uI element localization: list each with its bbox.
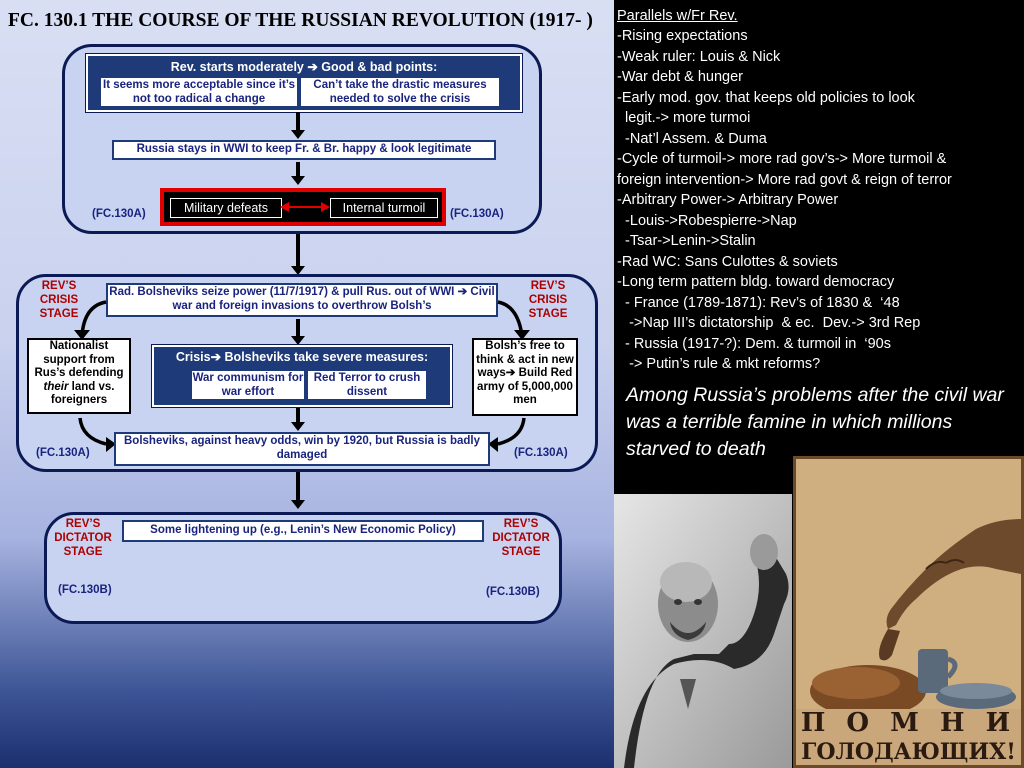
arrow-stem	[296, 319, 300, 337]
down-arrow	[291, 130, 305, 139]
fc130a-ref-left-2: (FC.130A)	[36, 447, 90, 459]
parallel-line: - Russia (1917-?): Dem. & turmoil in ‘90s	[617, 335, 891, 352]
arrow-stem	[296, 112, 300, 132]
nationalist-text-pre: Nationalist support from Rus’s defending	[34, 340, 124, 379]
bolsheviks-win-box: Bolsheviks, against heavy odds, win by 1920, but Russia is badly damaged	[114, 432, 490, 466]
military-defeats-label: Military defeats	[170, 198, 282, 218]
parallel-line: -Long term pattern bldg. toward democracy	[617, 274, 895, 290]
parallel-line: - France (1789-1871): Rev’s of 1830 & ‘48	[617, 294, 900, 311]
down-arrow	[291, 422, 305, 431]
war-communism-box: War communism for war effort	[190, 369, 306, 401]
parallel-line: -Weak ruler: Louis & Nick	[617, 48, 781, 65]
arrow-stem	[296, 234, 300, 268]
poster-caption-1: П О М Н И	[800, 708, 1017, 738]
parallel-line: foreign intervention-> More rad govt & reign of terror	[617, 171, 952, 188]
parallel-line: -Rad WC: Sans Culottes & soviets	[617, 253, 838, 270]
famine-note: Among Russia’s problems after the civil war was a terrible famine in which millions starved to death	[626, 384, 1004, 460]
fc130a-ref-right-2: (FC.130A)	[514, 447, 568, 459]
fc130b-ref-left: (FC.130B)	[58, 584, 112, 596]
bad-point-box: Can’t take the drastic measures needed to solve the crisis	[299, 76, 501, 108]
parallel-line: -Cycle of turmoil-> more rad gov’s-> More turmoil &	[617, 151, 947, 167]
poster-illustration	[796, 459, 1021, 709]
down-arrow	[291, 336, 305, 345]
arrow-stem	[296, 472, 300, 502]
page-title: FC. 130.1 THE COURSE OF THE RUSSIAN REVOLUTION (1917- )	[8, 10, 593, 31]
parallel-line: -Tsar->Lenin->Stalin	[617, 233, 756, 249]
nationalist-text-post: land vs. foreigners	[50, 380, 115, 406]
dictator-stage-label-left: REV’S DICTATOR STAGE	[54, 518, 112, 558]
good-point-box: It seems more acceptable since it’s not too radical a change	[99, 76, 299, 108]
down-arrow	[291, 176, 305, 185]
moderate-start-header: Rev. starts moderately ➔ Good & bad points:	[170, 60, 438, 74]
wwi-box: Russia stays in WWI to keep Fr. & Br. happy & look legitimate	[112, 140, 496, 160]
double-arrow	[280, 200, 330, 214]
crisis-measures-header: Crisis➔ Bolsheviks take severe measures:	[175, 350, 429, 364]
parallel-line: -> Putin’s rule & mkt reforms?	[617, 356, 821, 372]
nationalist-support-box	[27, 338, 131, 414]
parallels-heading: Parallels w/Fr Rev.	[617, 8, 738, 24]
dictator-stage-label-right: REV’S DICTATOR STAGE	[492, 518, 550, 558]
fc130a-ref-right: (FC.130A)	[450, 208, 504, 220]
nep-box: Some lightening up (e.g., Lenin’s New Economic Policy)	[122, 520, 484, 542]
parallel-line: legit.-> more turmoi	[617, 110, 751, 126]
fc130a-ref-left: (FC.130A)	[92, 208, 146, 220]
internal-turmoil-label: Internal turmoil	[330, 198, 438, 218]
crisis-stage-label-right: REV’S CRISIS STAGE	[528, 280, 568, 320]
parallel-line: -Arbitrary Power-> Arbitrary Power	[617, 192, 839, 208]
parallel-line: -Rising expectations	[617, 28, 748, 44]
parallel-line: -Early mod. gov. that keeps old policies to look	[617, 89, 915, 106]
lenin-photo	[614, 494, 792, 768]
bolsheviks-seize-box: Rad. Bolsheviks seize power (11/7/1917) & pull Rus. out of WWI ➔ Civil war and foreign invasions to overthrow Bolsh’s	[106, 283, 498, 317]
parallel-line: -Louis->Robespierre->Nap	[617, 212, 797, 229]
parallel-line: -War debt & hunger	[617, 69, 743, 85]
poster-caption-2: ГОЛОДАЮЩИХ!	[801, 739, 1016, 765]
parallel-line: ->Nap III’s dictatorship & ec. Dev.-> 3rd Rep	[617, 315, 921, 331]
parallel-line: -Nat’l Assem. & Duma	[617, 130, 767, 147]
famine-poster	[793, 456, 1024, 768]
fc130b-ref-right: (FC.130B)	[486, 586, 540, 598]
crisis-stage-label-left: REV’S CRISIS STAGE	[39, 280, 79, 320]
down-arrow	[291, 500, 305, 509]
nationalist-text-their: their	[43, 380, 69, 393]
red-terror-box: Red Terror to crush dissent	[306, 369, 428, 401]
bolsh-free-box: Bolsh’s free to think & act in new ways➔ Build Red army of 5,000,000 men	[472, 338, 578, 416]
